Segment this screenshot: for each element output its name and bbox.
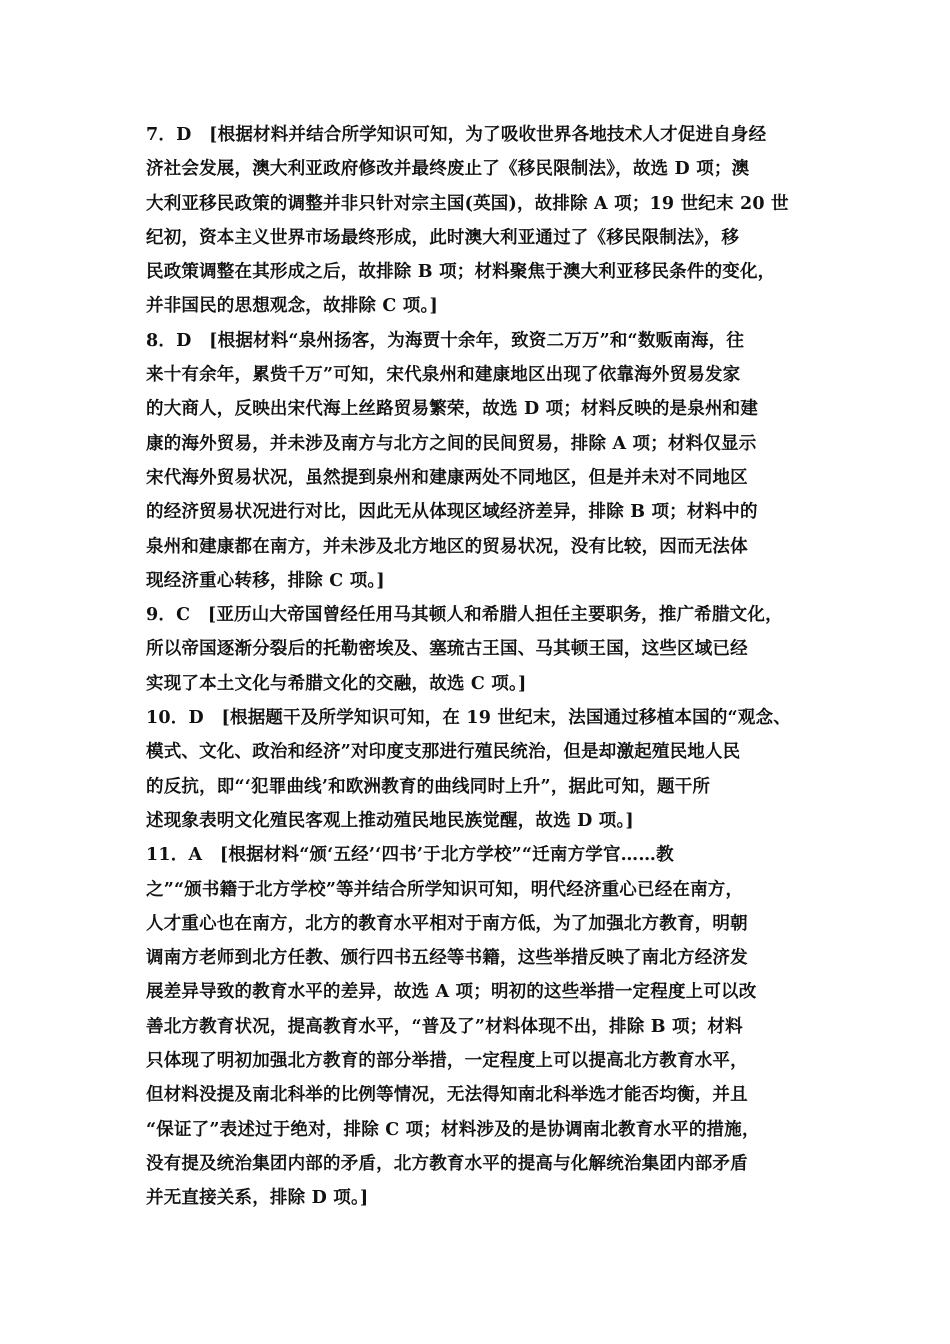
answer-9 [146, 598, 816, 701]
text-line: 民政策调整在其形成之后，故排除 B 项；材料聚焦于澳大利亚移民条件的变化， [146, 262, 776, 283]
text-line: 8．D [根据材料“泉州扬客，为海贾十余年，致资二万万”和“数贩南海，往 [146, 330, 745, 351]
text-line: 但材料没提及南北科举的比例等情况，无法得知南北科举选才能否均衡，并且 [146, 1085, 748, 1106]
text-line: 宋代海外贸易状况，虽然提到泉州和建康两处不同地区，但是并未对不同地区 [146, 467, 748, 488]
text-line: 纪初，资本主义世界市场最终形成，此时澳大利亚通过了《移民限制法》，移 [146, 227, 740, 248]
answer-explanations [146, 118, 816, 1216]
text-line: 的经济贸易状况进行对比，因此无从体现区域经济差异，排除 B 项；材料中的 [146, 502, 758, 523]
text-line: 并非国民的思想观念，故排除 C 项。] [146, 296, 438, 317]
answer-11 [146, 838, 816, 1215]
text-line: 10．D [根据题干及所学知识可知，在 19 世纪末，法国通过移植本国的“观念、 [146, 708, 791, 729]
text-line: 泉州和建康都在南方，并未涉及北方地区的贸易状况，没有比较，因而无法体 [146, 536, 748, 557]
answer-7 [146, 118, 816, 324]
text-line: 9．C [亚历山大帝国曾经任用马其顿人和希腊人担任主要职务，推广希腊文化， [146, 605, 783, 626]
text-line: 人才重心也在南方，北方的教育水平相对于南方低，为了加强北方教育，明朝 [146, 913, 748, 934]
text-line: 康的海外贸易，并未涉及南方与北方之间的民间贸易，排除 A 项；材料仅显示 [146, 433, 757, 454]
text-line: 调南方老师到北方任教、颁行四书五经等书籍，这些举措反映了南北方经济发 [146, 948, 748, 969]
text-line: 济社会发展，澳大利亚政府修改并最终废止了《移民限制法》，故选 D 项；澳 [146, 159, 750, 180]
text-line: 大利亚移民政策的调整并非只针对宗主国(英国)，故排除 A 项；19 世纪末 20 世 [146, 193, 789, 214]
text-line: 实现了本土文化与希腊文化的交融，故选 C 项。] [146, 673, 527, 694]
text-line: 善北方教育状况，提高教育水平，“普及了”材料体现不出，排除 B 项；材料 [146, 1016, 743, 1037]
text-line: 现经济重心转移，排除 C 项。] [146, 570, 385, 591]
text-line: 所以帝国逐渐分裂后的托勒密埃及、塞琉古王国、马其顿王国，这些区域已经 [146, 639, 748, 660]
text-line: 没有提及统治集团内部的矛盾，北方教育水平的提高与化解统治集团内部矛盾 [146, 1153, 748, 1174]
text-line: 7．D [根据材料并结合所学知识可知，为了吸收世界各地技术人才促进自身经 [146, 125, 767, 145]
answer-10 [146, 701, 816, 838]
text-line: 述现象表明文化殖民客观上推动殖民地民族觉醒，故选 D 项。] [146, 810, 634, 831]
text-line: 只体现了明初加强北方教育的部分举措，一定程度上可以提高北方教育水平， [146, 1051, 748, 1072]
text-line: 之”“颁书籍于北方学校”等并结合所学知识可知，明代经济重心已经在南方， [146, 879, 744, 900]
text-line: 模式、文化、政治和经济”对印度支那进行殖民统治，但是却激起殖民地人民 [146, 742, 741, 763]
text-line: 并无直接关系，排除 D 项。] [146, 1188, 369, 1209]
text-line: 来十有余年，累赀千万”可知，宋代泉州和建康地区出现了依靠海外贸易发家 [146, 365, 741, 386]
text-line: 的反抗，即“‘犯罪曲线’和欧洲教育的曲线同时上升”，据此可知，题干所 [146, 776, 711, 797]
text-line: “保证了”表述过于绝对，排除 C 项；材料涉及的是协调南北教育水平的措施， [146, 1119, 760, 1140]
answer-8 [146, 324, 816, 598]
text-line: 展差异导致的教育水平的差异，故选 A 项；明初的这些举措一定程度上可以改 [146, 982, 757, 1003]
text-line: 的大商人，反映出宋代海上丝路贸易繁荣，故选 D 项；材料反映的是泉州和建 [146, 399, 759, 420]
text-line: 11．A [根据材料“颁‘五经’‘四书’于北方学校”“迁南方学官……教 [146, 845, 674, 866]
